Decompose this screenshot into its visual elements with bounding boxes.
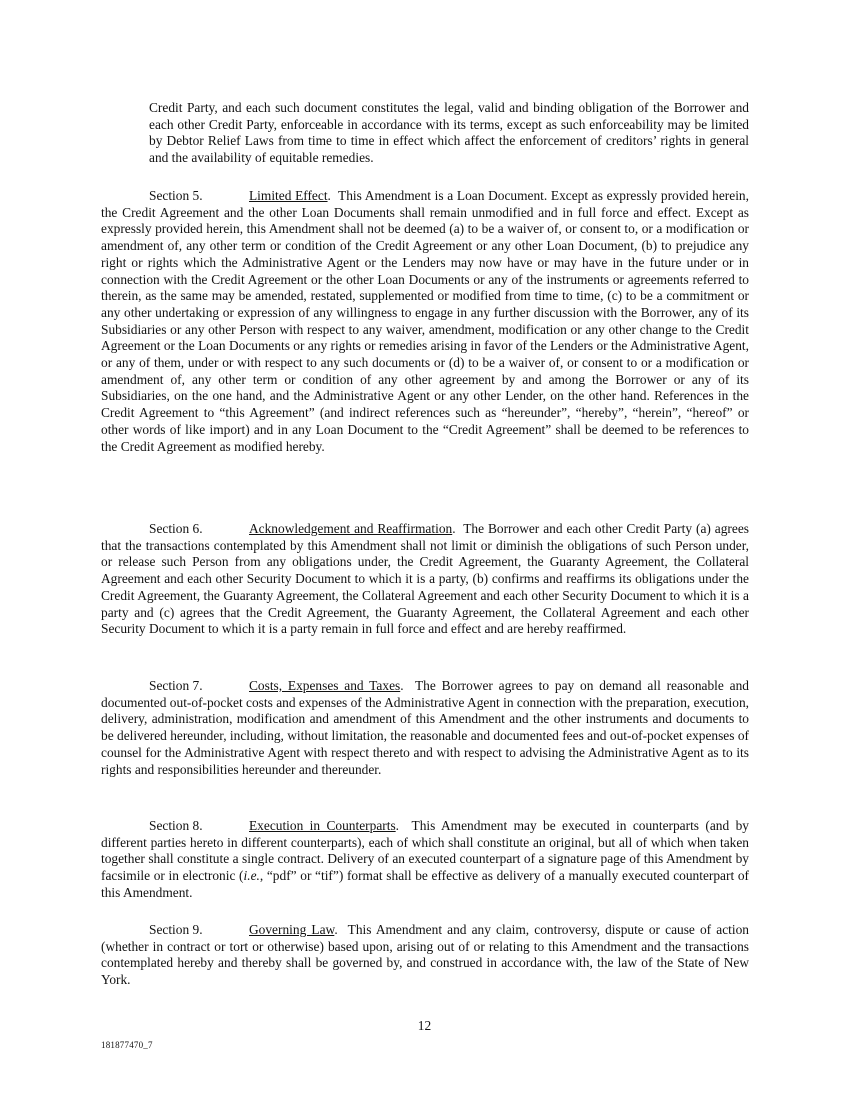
section-8-paragraph: Section 8. Execution in Counterparts. This Amendment may be executed in counterparts (and by different parties hereto in different counterparts), each of which shall constitute an original, but all of which when taken together shall constitute a single contract. Delivery of an executed counterpart of a signature page of this Amendment by facsimile or in electronic (i.e., “pdf” or “tif”) format shall be effective as delivery of a manually executed counterpart of this Amendment. [101,818,749,900]
section-number: Section 9. [149,922,203,937]
section-number: Section 5. [149,188,203,203]
section-6-paragraph: Section 6. Acknowledgement and Reaffirmation. The Borrower and each other Credit Party (a) agrees that the transactions contemplated by this Amendment shall not limit or diminish the obligations of such Person under, or release such Person from any obligations under, the Credit Agreement, the Guaranty Agreement, the Collateral Agreement and each other Security Document to which it is a party, (b) confirms and reaffirms its obligations under the Credit Agreement, the Guaranty Agreement, the Collateral Agreement and each other Security Document to which it is a party and (c) agrees that the Credit Agreement, the Guaranty Agreement, the Collateral Agreement and each other Security Document to which it is a party remain in full force and effect and are hereby reaffirmed. [101,521,749,637]
section-body: The Borrower and each other Credit Party (a) agrees that the transactions contemplated by this Amendment shall not limit or diminish the obligations of such Person under, or release such Person from any obligations under, the Credit Agreement, the Guaranty Agreement, the Collateral Agreement and each other Security Document to which it is a party, (b) confirms and reaffirms its obligations under the Credit Agreement, the Guaranty Agreement, the Collateral Agreement and each other Security Document to which it is a party and (c) agrees that the Credit Agreement, the Guaranty Agreement, the Collateral Agreement and each other Security Document to which it is a party remain in full force and effect and are hereby reaffirmed. [101,521,749,637]
page-number: 12 [417,1018,432,1033]
section-body-part-1: This Amendment may be executed in counterparts (and by different parties hereto in different counterparts), each of which shall constitute an original, but all of which when taken together shall constitute a single contract. Delivery of an executed counterpart of a signature page of this Amendment by facsimile or in electronic ( [101,818,749,884]
section-number: Section 6. [149,521,203,536]
section-body: This Amendment and any claim, controversy, dispute or cause of action (whether in contract or tort or otherwise) based upon, arising out of or relating to this Amendment and the transactions contemplated hereby and thereby shall be governed by, and construed in accordance with, the law of the State of New York. [101,922,749,988]
section-7-paragraph: Section 7. Costs, Expenses and Taxes. The Borrower agrees to pay on demand all reasonable and documented out-of-pocket costs and expenses of the Administrative Agent in connection with the preparation, execution, delivery, administration, modification and amendment of this Amendment and the other instruments and documents to be delivered hereunder, including, without limitation, the reasonable and documented fees and out-of-pocket expenses of counsel for the Administrative Agent with respect thereto and with respect to advising the Administrative Agent as to its rights and responsibilities hereunder and thereunder. [101,678,749,777]
section-number: Section 7. [149,678,203,693]
document-id: 181877470_7 [101,1040,153,1050]
section-body-part-2: , “pdf” or “tif”) format shall be effective as delivery of a manually executed counterpart of this Amendment. [101,868,749,900]
section-body: This Amendment is a Loan Document. Except as expressly provided herein, the Credit Agreement and the other Loan Documents shall remain unmodified and in full force and effect. Except as expressly provided herein, this Amendment shall not be deemed (a) to be a waiver of, or consent to, or a modification or amendment of, any other term or condition of the Credit Agreement or any other Loan Document, (b) to prejudice any right or rights which the Administrative Agent or the Lenders may now have or may have in the future under or in connection with the Credit Agreement or the other Loan Documents or any of the instruments or agreements referred to therein, as the same may be amended, restated, supplemented or modified from time to time, (c) to be a commitment or any other undertaking or expression of any willingness to engage in any further discussion with the Borrower, any of its Subsidiaries or any other Person with respect to any waiver, amendment, modification or any other change to the Credit Agreement or the Loan Documents or any rights or remedies arising in favor of the Lenders or the Administrative Agent, or any of them, under or with respect to any such documents or (d) to be a waiver of, or consent to or a modification or amendment of, any other term or condition of any other agreement by and among the Borrower or any of its Subsidiaries, on the one hand, and the Administrative Agent or any other Lender, on the other hand. References in the Credit Agreement to “this Agreement” (and indirect references such as “hereunder”, “hereby”, “herein”, “hereof” or other words of like import) and in any Loan Document to the “Credit Agreement” shall be deemed to be references to the Credit Agreement as modified hereby. [101,188,749,454]
section-5-paragraph: Section 5. Limited Effect. This Amendment is a Loan Document. Except as expressly provided herein, the Credit Agreement and the other Loan Documents shall remain unmodified and in full force and effect. Except as expressly provided herein, this Amendment shall not be deemed (a) to be a waiver of, or consent to, or a modification or amendment of, any other term or condition of the Credit Agreement or any other Loan Document, (b) to prejudice any right or rights which the Administrative Agent or the Lenders may now have or may have in the future under or in connection with the Credit Agreement or the other Loan Documents or any of the instruments or agreements referred to therein, as the same may be amended, restated, supplemented or modified from time to time, (c) to be a commitment or any other undertaking or expression of any willingness to engage in any further discussion with the Borrower, any of its Subsidiaries or any other Person with respect to any waiver, amendment, modification or any other change to the Credit Agreement or the Loan Documents or any rights or remedies arising in favor of the Lenders or the Administrative Agent, or any of them, under or with respect to any such documents or (d) to be a waiver of, or consent to or a modification or amendment of, any other term or condition of any other agreement by and among the Borrower or any of its Subsidiaries, on the one hand, and the Administrative Agent or any other Lender, on the other hand. References in the Credit Agreement to “this Agreement” (and indirect references such as “hereunder”, “hereby”, “herein”, “hereof” or other words of like import) and in any Loan Document to the “Credit Agreement” shall be deemed to be references to the Credit Agreement as modified hereby. [101,188,749,454]
section-number: Section 8. [149,818,203,833]
section-heading: Limited Effect [249,188,328,203]
section-heading: Execution in Counterparts [249,818,396,833]
section-body: The Borrower agrees to pay on demand all reasonable and documented out-of-pocket costs and expenses of the Administrative Agent in connection with the preparation, execution, delivery, administration, modification and amendment of this Amendment and the other instruments and documents to be delivered hereunder, including, without limitation, the reasonable and documented fees and out-of-pocket expenses of counsel for the Administrative Agent with respect thereto and with respect to advising the Administrative Agent as to its rights and responsibilities hereunder and thereunder. [101,678,749,777]
section-9-paragraph: Section 9. Governing Law. This Amendment and any claim, controversy, dispute or cause of action (whether in contract or tort or otherwise) based upon, arising out of or relating to this Amendment and the transactions contemplated hereby and thereby shall be governed by, and construed in accordance with, the law of the State of New York. [101,922,749,988]
continuation-paragraph: Credit Party, and each such document constitutes the legal, valid and binding obligation of the Borrower and each other Credit Party, enforceable in accordance with its terms, except as such enforceability may be limited by Debtor Relief Laws from time to time in effect which affect the enforcement of creditors’ rights in general and the availability of equitable remedies. [149,100,749,166]
section-heading: Governing Law [249,922,335,937]
italic-abbreviation: i.e. [243,868,260,884]
section-heading: Costs, Expenses and Taxes [249,678,401,693]
section-heading: Acknowledgement and Reaffirmation [249,521,453,536]
